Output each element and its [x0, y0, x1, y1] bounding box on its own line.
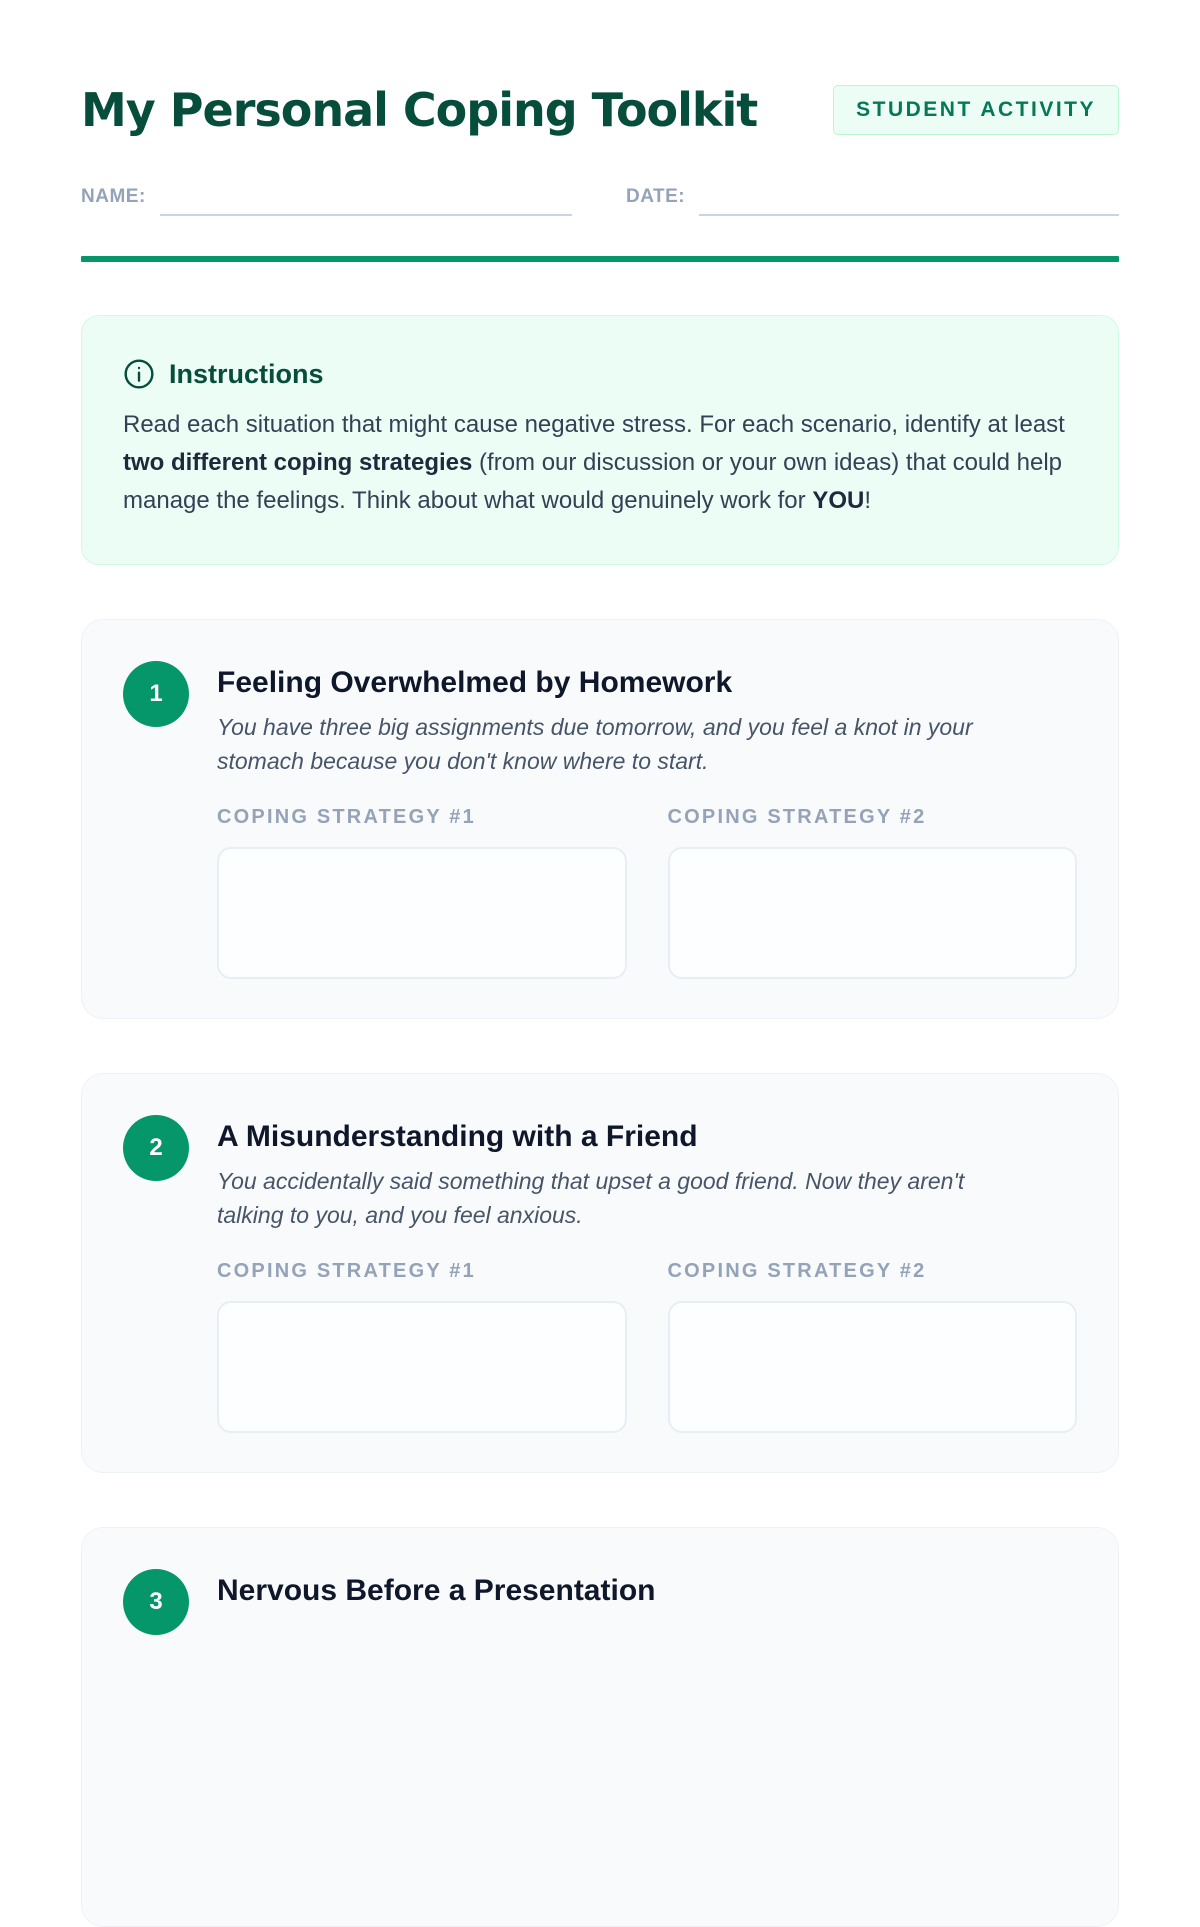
strategy-2 — [668, 806, 1078, 979]
scenario-description: You have three big assignments due tomorrow, and you feel a knot in your stomach because you don't know where to start. — [217, 714, 973, 774]
scenario-card-3 — [81, 1527, 1119, 1927]
instructions-header — [123, 358, 1078, 390]
instructions-you: YOU — [812, 487, 865, 514]
strategy-1 — [217, 1260, 627, 1433]
strategy-fields — [217, 1260, 1077, 1433]
strategy-2-input[interactable] — [668, 1301, 1078, 1433]
instructions-title: Instructions — [169, 358, 324, 389]
strategy-label: COPING STRATEGY #1 — [217, 806, 476, 828]
strategy-label: COPING STRATEGY #2 — [667, 806, 927, 828]
instructions-text-part: ! — [864, 487, 871, 514]
strategy-1-input[interactable] — [217, 1301, 627, 1433]
strategy-label: COPING STRATEGY #1 — [217, 1260, 476, 1282]
scenario-content — [217, 666, 1077, 979]
strategy-1 — [217, 806, 627, 979]
scenario-card-1 — [81, 619, 1119, 1019]
worksheet-header — [81, 0, 1119, 142]
scenario-title: Feeling Overwhelmed by Homework — [217, 666, 733, 699]
student-activity-badge: STUDENT ACTIVITY — [833, 85, 1119, 135]
scenario-content — [217, 1120, 1077, 1433]
name-label: NAME: — [81, 186, 146, 207]
date-field-group — [626, 186, 1119, 216]
scenario-number: 2 — [123, 1115, 189, 1181]
strategy-label: COPING STRATEGY #2 — [667, 1260, 927, 1282]
date-field[interactable] — [699, 186, 1119, 216]
instructions-emphasis: two different coping strategies — [123, 449, 473, 476]
strategy-2-input[interactable] — [668, 847, 1078, 979]
header-divider — [81, 256, 1119, 262]
strategy-2 — [668, 1260, 1078, 1433]
info-circle-icon — [123, 358, 155, 390]
date-label: DATE: — [626, 186, 686, 207]
scenario-card-2 — [81, 1073, 1119, 1473]
instructions-text-part: Read each situation that might cause negative stress. For each scenario, identify at least — [123, 411, 1065, 438]
strategy-fields — [217, 806, 1077, 979]
scenario-number: 1 — [123, 661, 189, 727]
strategy-1-input[interactable] — [217, 847, 627, 979]
name-field-group — [81, 186, 572, 216]
scenario-title: A Misunderstanding with a Friend — [217, 1120, 698, 1153]
scenario-title: Nervous Before a Presentation — [217, 1574, 656, 1607]
name-field[interactable] — [160, 186, 572, 216]
name-date-row — [81, 184, 1119, 216]
scenario-content — [217, 1574, 1077, 1608]
scenario-description: You accidentally said something that upset a good friend. Now they aren't talking to you, and you feel anxious. — [217, 1168, 965, 1228]
scenario-number: 3 — [123, 1569, 189, 1635]
page-title: My Personal Coping Toolkit — [81, 83, 758, 137]
instructions-text-part: (from our discussion or your own ideas) that could help manage the feelings. Think about what would genuinely work for — [123, 449, 1062, 514]
instructions-panel — [81, 315, 1119, 565]
instructions-text — [123, 406, 1078, 520]
